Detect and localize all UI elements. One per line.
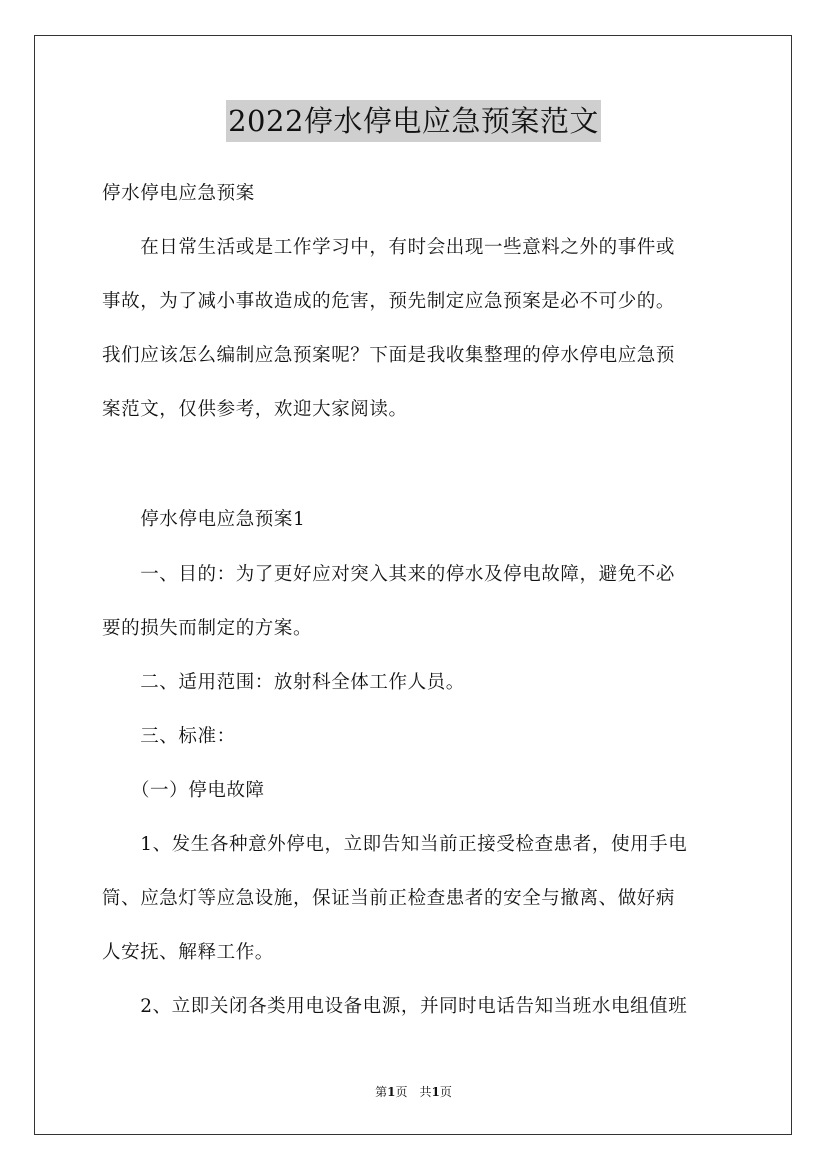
subsection-heading: 停水停电应急预案1 xyxy=(102,509,306,530)
paragraph-line: 我们应该怎么编制应急预案呢？下面是我收集整理的停水停电应急预 xyxy=(102,345,676,366)
footer-page-total: 1 xyxy=(431,1085,440,1099)
page-footer xyxy=(0,1084,827,1100)
paragraph-line: 事故，为了减小事故造成的危害，预先制定应急预案是必不可少的。 xyxy=(102,291,676,312)
paragraph-line: 三、标准： xyxy=(102,726,236,747)
paragraph-line: 一、目的：为了更好应对突入其来的停水及停电故障，避免不必 xyxy=(102,564,676,585)
section-heading: 停水停电应急预案 xyxy=(102,183,255,204)
document-title: 2022停水停电应急预案范文 xyxy=(226,100,601,142)
paragraph-line: 2、立即关闭各类用电设备电源，并同时电话告知当班水电组值班 xyxy=(102,996,688,1017)
title-container xyxy=(0,100,827,142)
footer-page-current: 1 xyxy=(387,1085,396,1099)
paragraph-line: 案范文，仅供参考，欢迎大家阅读。 xyxy=(102,399,408,420)
footer-mid: 页 共 xyxy=(395,1085,432,1099)
paragraph-line: 筒、应急灯等应急设施，保证当前正检查患者的安全与撤离、做好病 xyxy=(102,888,676,909)
footer-suffix: 页 xyxy=(439,1085,452,1099)
paragraph-line: 人安抚、解释工作。 xyxy=(102,942,274,963)
paragraph-line: 二、适用范围：放射科全体工作人员。 xyxy=(102,672,465,693)
paragraph-line: （一）停电故障 xyxy=(102,780,265,801)
paragraph-line: 在日常生活或是工作学习中，有时会出现一些意料之外的事件或 xyxy=(102,237,676,258)
footer-prefix: 第 xyxy=(375,1085,388,1099)
paragraph-line: 要的损失而制定的方案。 xyxy=(102,618,313,639)
paragraph-line: 1、发生各种意外停电，立即告知当前正接受检查患者，使用手电 xyxy=(102,834,688,855)
